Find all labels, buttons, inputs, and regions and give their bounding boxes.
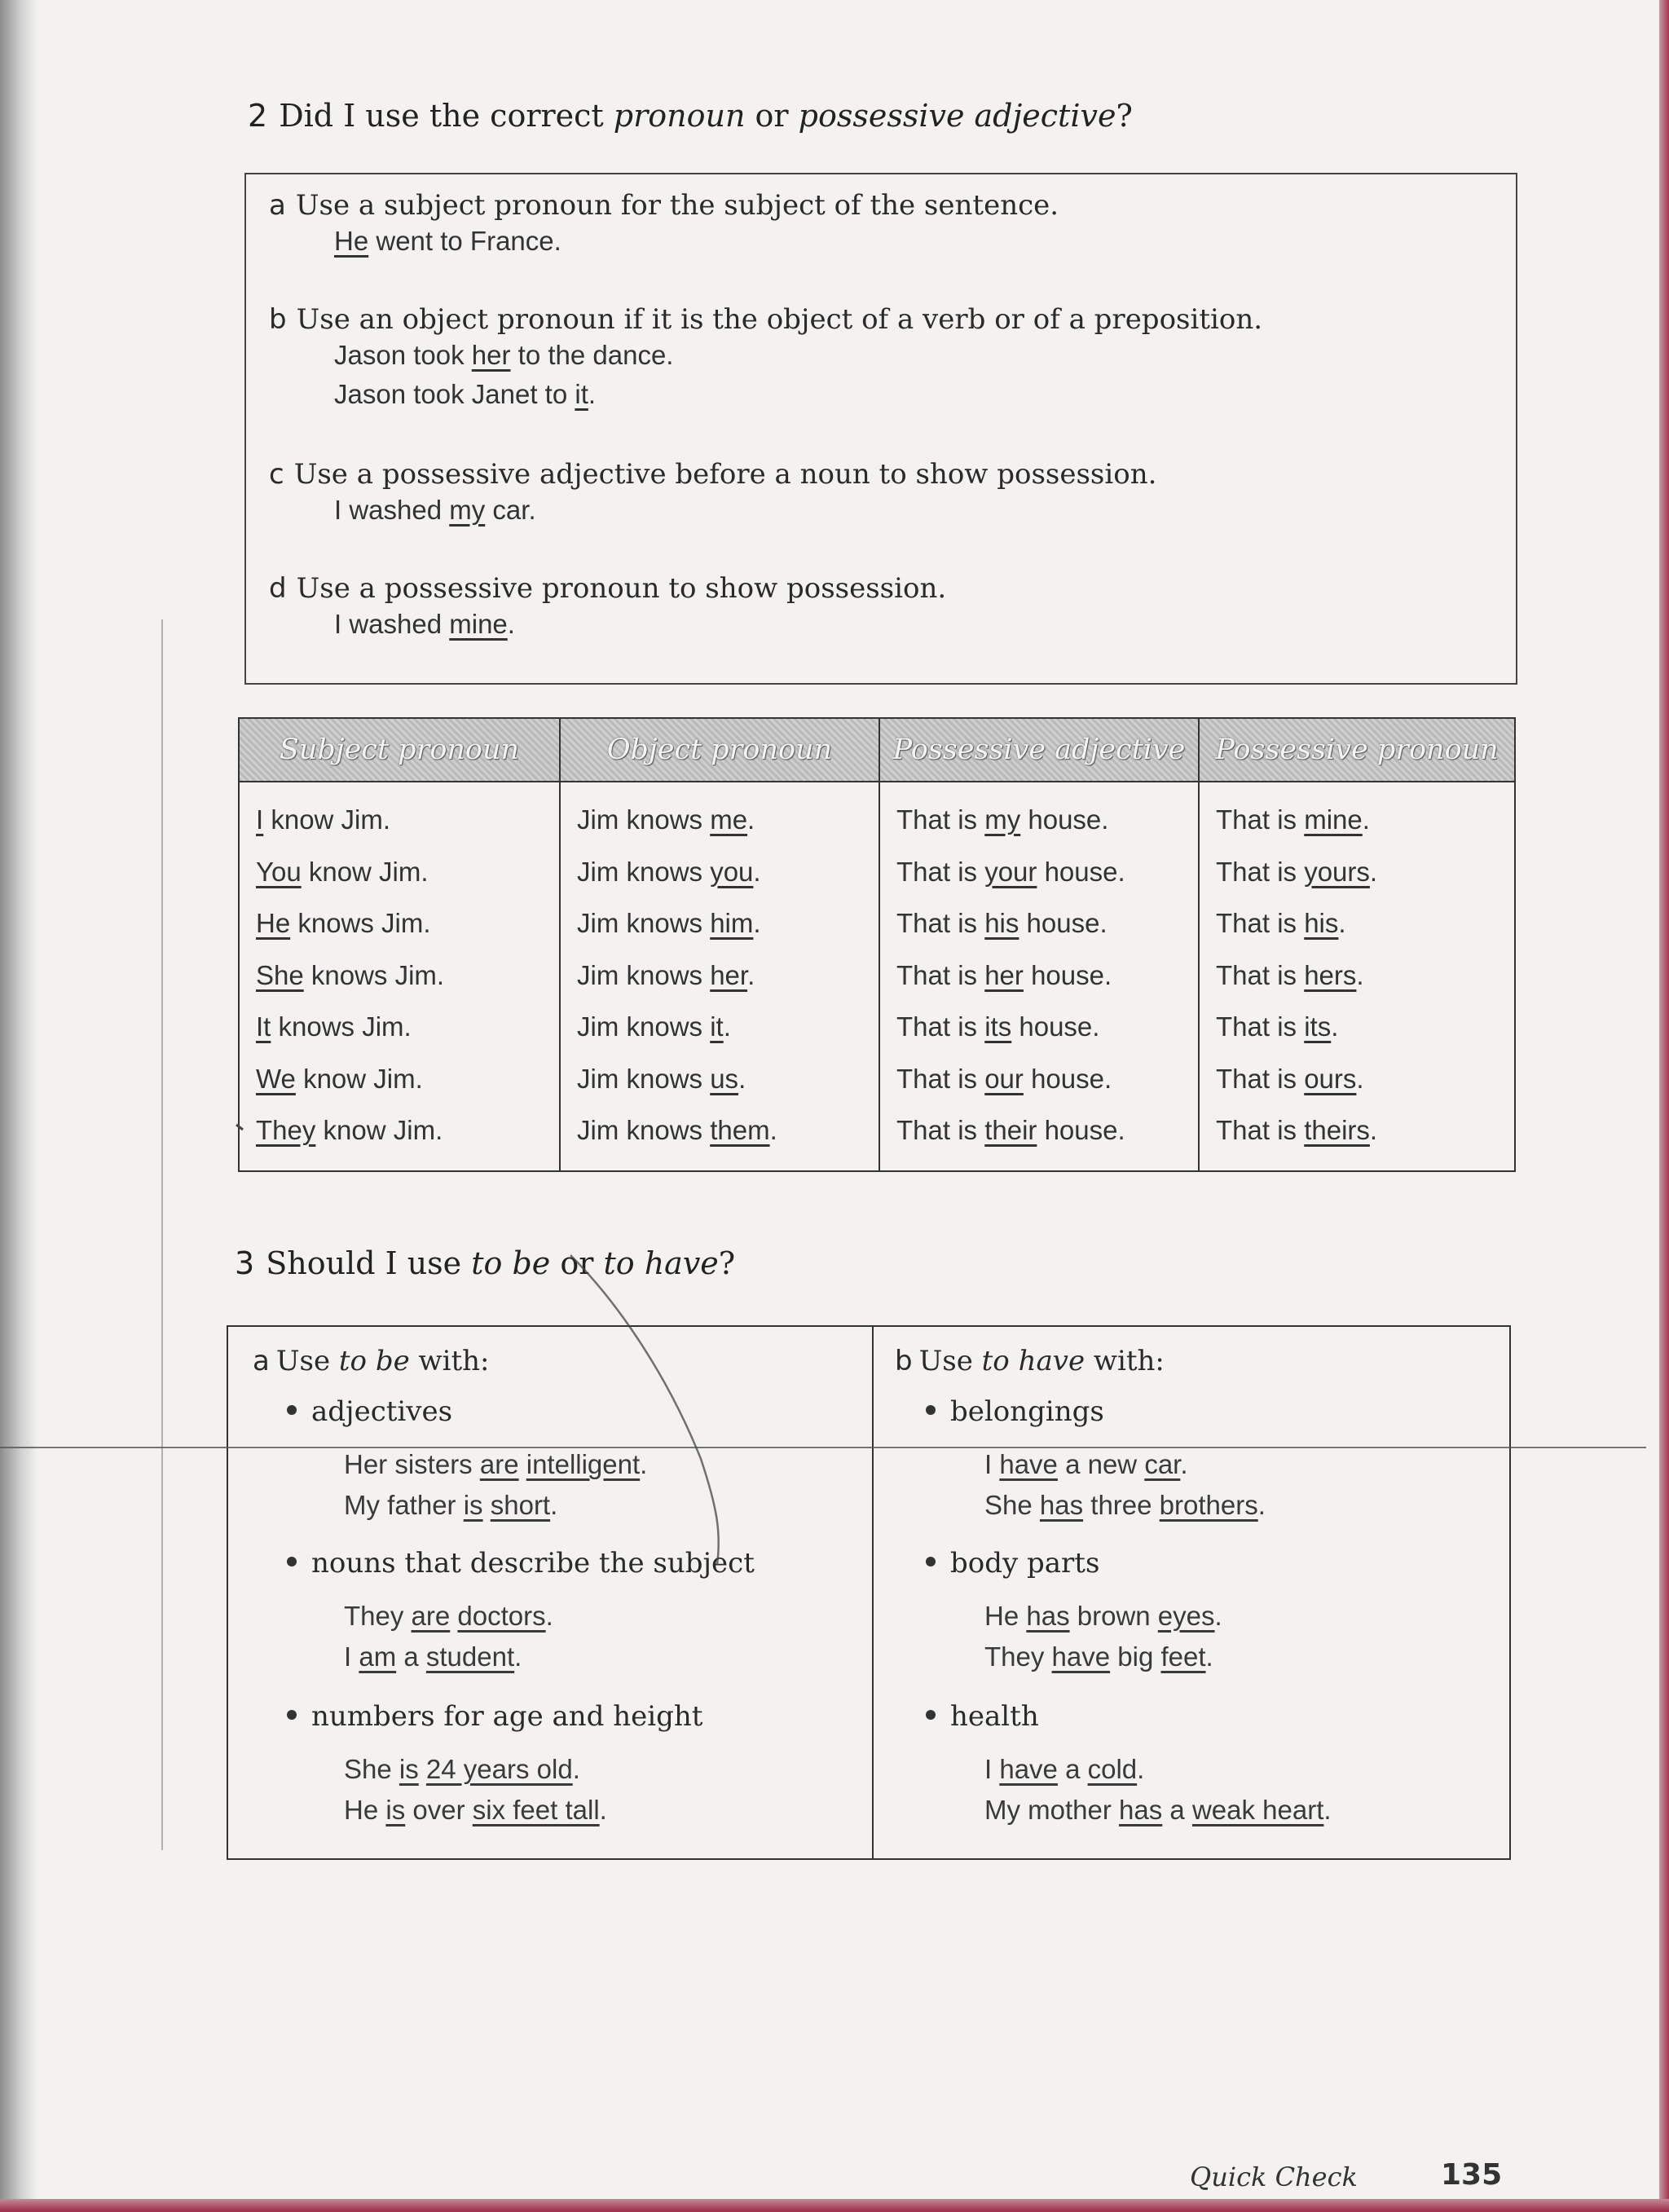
sentence-text: know Jim. — [301, 856, 429, 887]
sentence-text: house. — [1020, 804, 1109, 835]
sentence-text: Jim knows — [577, 1063, 711, 1094]
section-3-title: 3 Should I use to be or to have? — [235, 1245, 736, 1281]
sentence-text: over — [405, 1795, 473, 1825]
sentence-text: . — [545, 1601, 553, 1631]
sentence-text: car. — [485, 495, 536, 525]
bullet-body-parts: body parts — [926, 1547, 1099, 1580]
underlined-word: You — [256, 856, 302, 887]
underlined-word: mine — [1304, 804, 1363, 835]
underlined-word: have — [999, 1754, 1058, 1784]
sentence-text: . — [1356, 959, 1364, 990]
underlined-word: her — [710, 959, 748, 990]
sentence-text: That is — [1216, 908, 1305, 938]
underlined-word: it — [575, 379, 588, 409]
underlined-word: theirs — [1304, 1115, 1370, 1145]
sentence-text: . — [1323, 1795, 1332, 1825]
sentence-text: knows Jim. — [271, 1011, 412, 1042]
column-header: Possessive adjective — [892, 734, 1186, 766]
sentence-text: . — [769, 1115, 777, 1145]
column-header: Subject pronoun — [279, 734, 520, 766]
sentence-text: He — [984, 1601, 1027, 1631]
sentence-text: went to France. — [368, 226, 561, 256]
sentence-text: Jason took — [334, 340, 472, 370]
sentence-text: big — [1110, 1641, 1161, 1672]
sentence-text: house. — [1019, 908, 1108, 938]
sentence-text: She — [984, 1490, 1040, 1520]
underlined-word: his — [1304, 908, 1339, 938]
sentence-text: . — [753, 856, 761, 887]
underlined-word: hers — [1304, 959, 1357, 990]
underlined-word: feet — [1160, 1641, 1206, 1672]
underlined-word: him — [710, 908, 754, 938]
to-have-heading: b Use to have with: — [895, 1345, 1165, 1377]
underlined-word: six feet tall — [472, 1795, 600, 1825]
sentence-text: That is — [1216, 804, 1305, 835]
sentence-text: I — [984, 1754, 1000, 1784]
underlined-word: has — [1026, 1601, 1070, 1631]
sentence-text: . — [550, 1490, 558, 1520]
sentence-text: Jim knows — [577, 856, 711, 887]
underlined-word: brothers — [1159, 1490, 1258, 1520]
underlined-word: it — [710, 1011, 724, 1042]
sentence-text: brown — [1069, 1601, 1158, 1631]
bullet-belongings: belongings — [926, 1395, 1104, 1428]
sentence-text: know Jim. — [263, 804, 391, 835]
sentence-text: That is — [896, 908, 985, 938]
sentence-text: I — [344, 1641, 359, 1672]
underlined-word: It — [256, 1011, 271, 1042]
sentence-text: That is — [1216, 959, 1305, 990]
sentence-text: . — [1214, 1601, 1222, 1631]
footer-section-label: Quick Check — [1190, 2161, 1358, 2192]
column-header: Object pronoun — [606, 734, 833, 766]
sentence-text: knows Jim. — [303, 959, 445, 990]
sentence-text: . — [1369, 856, 1378, 887]
sentence-text: house. — [1023, 959, 1112, 990]
sentence-text: Jason took Janet to — [334, 379, 575, 409]
sentence-text: My mother — [984, 1795, 1120, 1825]
underlined-word: student — [425, 1641, 515, 1672]
rule-d: d Use a possessive pronoun to show possession. I washed mine. — [269, 572, 1491, 644]
sentence-text: . — [1362, 804, 1370, 835]
sentence-text: a — [1057, 1754, 1088, 1784]
sentence-text: That is — [896, 1063, 985, 1094]
underlined-word: my — [449, 495, 486, 525]
underlined-word: short — [490, 1490, 551, 1520]
sentence-text: My father — [344, 1490, 464, 1520]
sentence-text: She — [344, 1754, 399, 1784]
bullet-numbers: numbers for age and height — [287, 1700, 702, 1733]
sentence-text: to the dance. — [510, 340, 674, 370]
sentence-text: . — [747, 804, 755, 835]
sentence-text: I — [984, 1449, 1000, 1479]
underlined-word: its — [1304, 1011, 1332, 1042]
underlined-word: have — [1051, 1641, 1111, 1672]
underlined-word: are — [411, 1601, 451, 1631]
sentence-text: . — [599, 1795, 607, 1825]
section-number: 2 — [248, 98, 268, 134]
sentence-text: . — [507, 609, 515, 639]
sentence-text: He — [344, 1795, 386, 1825]
sentence-text: know Jim. — [315, 1115, 443, 1145]
bullet-health: health — [926, 1700, 1039, 1733]
to-be-heading: a Use to be with: — [253, 1345, 490, 1377]
underlined-word: weak heart — [1191, 1795, 1324, 1825]
rule-b: b Use an object pronoun if it is the object of a verb or of a preposition. Jason took her to the dance. Jason took Janet to it. — [269, 303, 1491, 414]
sentence-text: That is — [896, 856, 985, 887]
sentence-text: Jim knows — [577, 1115, 711, 1145]
underlined-word: their — [984, 1115, 1037, 1145]
underlined-word: are — [479, 1449, 519, 1479]
sentence-text: Jim knows — [577, 1011, 711, 1042]
underlined-word: mine — [449, 609, 508, 639]
underlined-word: They — [256, 1115, 316, 1145]
underlined-word: her — [984, 959, 1024, 990]
underlined-word: my — [984, 804, 1021, 835]
sentence-text: . — [1205, 1641, 1213, 1672]
underlined-word: car — [1144, 1449, 1181, 1479]
sentence-text: know Jim. — [295, 1063, 423, 1094]
underlined-word: has — [1119, 1795, 1163, 1825]
underlined-word: We — [256, 1063, 296, 1094]
rule-a: a Use a subject pronoun for the subject of the sentence. He went to France. — [269, 189, 1491, 261]
section-number: 3 — [235, 1245, 255, 1281]
underlined-word: intelligent — [526, 1449, 641, 1479]
sentence-text: . — [1180, 1449, 1188, 1479]
underlined-word: I — [256, 804, 264, 835]
sentence-text: Jim knows — [577, 959, 711, 990]
underlined-word: has — [1039, 1490, 1084, 1520]
sentence-text: I washed — [334, 495, 450, 525]
sentence-text: . — [1257, 1490, 1266, 1520]
underlined-word: cold — [1087, 1754, 1138, 1784]
sentence-text: That is — [1216, 856, 1305, 887]
underlined-word: your — [984, 856, 1037, 887]
sentence-text: That is — [896, 959, 985, 990]
sentence-text: That is — [896, 1115, 985, 1145]
underlined-word: is — [385, 1795, 406, 1825]
sentence-text: That is — [1216, 1115, 1305, 1145]
sentence-text: house. — [1037, 1115, 1125, 1145]
sentence-text: . — [640, 1449, 648, 1479]
bullet-adjectives: adjectives — [287, 1395, 452, 1428]
underlined-word: you — [710, 856, 754, 887]
sentence-text: . — [747, 959, 755, 990]
sentence-text: They — [984, 1641, 1052, 1672]
rule-c: c Use a possessive adjective before a noun to show possession. I washed my car. — [269, 458, 1491, 530]
sentence-text: . — [1356, 1063, 1364, 1094]
sentence-text: three — [1083, 1490, 1160, 1520]
sentence-text: house. — [1023, 1063, 1112, 1094]
underlined-word: yours — [1304, 856, 1370, 887]
underlined-word: is — [463, 1490, 483, 1520]
underlined-word: our — [984, 1063, 1024, 1094]
underlined-word: He — [256, 908, 291, 938]
sentence-text: . — [1369, 1115, 1378, 1145]
underlined-word: us — [710, 1063, 739, 1094]
sentence-text: That is — [1216, 1011, 1305, 1042]
sentence-text: . — [1331, 1011, 1339, 1042]
underlined-word: am — [359, 1641, 397, 1672]
sentence-text: a new — [1057, 1449, 1145, 1479]
page-number: 135 — [1441, 2158, 1503, 2192]
sentence-text: They — [344, 1601, 412, 1631]
sentence-text: Her sisters — [344, 1449, 480, 1479]
underlined-word: doctors — [457, 1601, 546, 1631]
sentence-text: Jim knows — [577, 804, 711, 835]
sentence-text: . — [1338, 908, 1346, 938]
section-2-title: 2 Did I use the correct pronoun or possessive adjective? — [248, 98, 1133, 134]
underlined-word: is — [399, 1754, 419, 1784]
sentence-text: That is — [896, 1011, 985, 1042]
underlined-word: 24 years old — [425, 1754, 573, 1784]
sentence-text: . — [738, 1063, 746, 1094]
column-header: Possessive pronoun — [1215, 734, 1499, 766]
sentence-text: . — [1137, 1754, 1145, 1784]
sentence-text: a — [1162, 1795, 1192, 1825]
sentence-text: That is — [1216, 1063, 1305, 1094]
underlined-word: eyes — [1157, 1601, 1215, 1631]
sentence-text: That is — [896, 804, 985, 835]
sentence-text: I washed — [334, 609, 450, 639]
sentence-text: a — [396, 1641, 426, 1672]
bullet-nouns: nouns that describe the subject — [287, 1547, 755, 1580]
underlined-word: have — [999, 1449, 1058, 1479]
underlined-word: her — [471, 340, 511, 370]
underlined-word: his — [984, 908, 1019, 938]
sentence-text: house. — [1037, 856, 1125, 887]
sentence-text: . — [514, 1641, 522, 1672]
sentence-text: . — [723, 1011, 731, 1042]
sentence-text: knows Jim. — [290, 908, 431, 938]
underlined-word: its — [984, 1011, 1012, 1042]
underlined-word: me — [710, 804, 748, 835]
underlined-word: them — [710, 1115, 770, 1145]
underlined-word: She — [256, 959, 304, 990]
sentence-text: . — [753, 908, 761, 938]
sentence-text: . — [572, 1754, 580, 1784]
sentence-text: house. — [1011, 1011, 1100, 1042]
underlined-word: He — [334, 226, 369, 256]
underlined-word: ours — [1304, 1063, 1357, 1094]
sentence-text: Jim knows — [577, 908, 711, 938]
sentence-text: . — [588, 379, 597, 409]
